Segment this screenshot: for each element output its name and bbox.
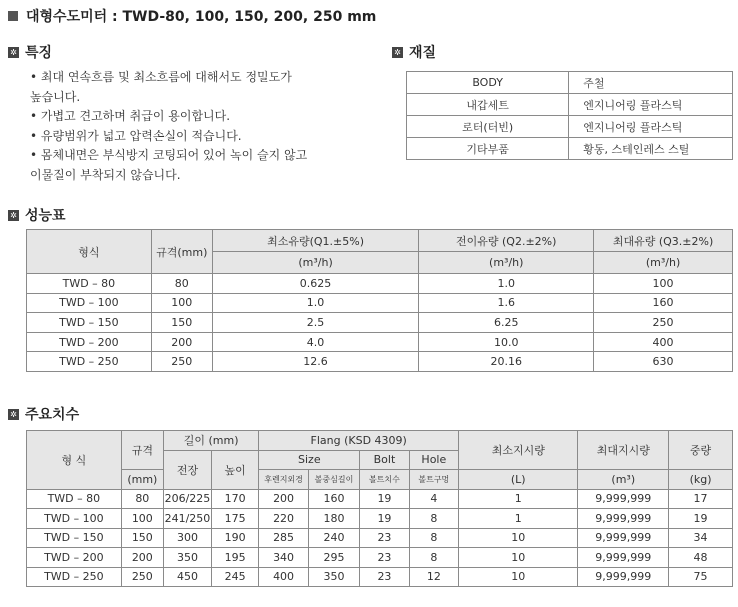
col-size-unit: (mm): [121, 470, 163, 490]
col-max-read: 최대지시량: [578, 431, 669, 470]
page-title: [8, 6, 376, 26]
cell: 350: [163, 548, 211, 568]
col-hole: Hole: [409, 450, 458, 470]
performance-table: [26, 229, 733, 372]
col-total-length: 전장: [163, 450, 211, 489]
col-hole-count: 볼트구멍: [409, 470, 458, 490]
col-bolt: Bolt: [360, 450, 409, 470]
cell: 10: [459, 548, 578, 568]
cell: TWD – 80: [27, 274, 152, 294]
col-size: 규격(mm): [151, 230, 212, 274]
cell: 9,999,999: [578, 567, 669, 587]
table-row: [27, 332, 733, 352]
cell: TWD – 250: [27, 352, 152, 372]
col-bolt-count: 볼트치수: [360, 470, 409, 490]
cell: 250: [594, 313, 733, 333]
col-unit: (m³/h): [212, 252, 419, 274]
col-min-flow: 최소유량(Q1.±5%): [212, 230, 419, 252]
cell: 160: [308, 489, 359, 509]
cell: 9,999,999: [578, 548, 669, 568]
cell: 1.0: [212, 293, 419, 313]
materials-heading: [392, 42, 436, 62]
table-row: [27, 313, 733, 333]
table-header-row: [27, 431, 733, 451]
square-bullet-icon: [8, 11, 18, 21]
table-row: [27, 528, 733, 548]
table-row: [27, 274, 733, 294]
cell: 100: [594, 274, 733, 294]
cell: 6.25: [419, 313, 594, 333]
cell: 100: [151, 293, 212, 313]
cell: 200: [259, 489, 308, 509]
cell: 400: [259, 567, 308, 587]
table-row: [407, 94, 733, 116]
gear-square-icon: ✲: [392, 47, 403, 58]
cell: 150: [121, 528, 163, 548]
material-value: 황동, 스테인레스 스틸: [569, 138, 733, 160]
cell: 20.16: [419, 352, 594, 372]
table-row: [27, 293, 733, 313]
col-bolt-pitch: 볼중심길이: [308, 470, 359, 490]
feature-item: • 가볍고 견고하며 취급이 용이합니다.: [30, 109, 231, 124]
cell: 10: [459, 528, 578, 548]
cell: 75: [669, 567, 733, 587]
cell: 100: [121, 509, 163, 529]
cell: 630: [594, 352, 733, 372]
cell: 10.0: [419, 332, 594, 352]
cell: 150: [151, 313, 212, 333]
table-row: [27, 567, 733, 587]
cell: 48: [669, 548, 733, 568]
cell: 12: [409, 567, 458, 587]
cell: TWD – 150: [27, 313, 152, 333]
cell: 23: [360, 528, 409, 548]
col-flang: Flang (KSD 4309): [259, 431, 459, 451]
cell: 180: [308, 509, 359, 529]
features-list: [30, 68, 307, 186]
cell: TWD – 100: [27, 293, 152, 313]
cell: 206/225: [163, 489, 211, 509]
col-unit: (m³/h): [419, 252, 594, 274]
cell: 8: [409, 528, 458, 548]
cell: 1.0: [419, 274, 594, 294]
cell: 9,999,999: [578, 528, 669, 548]
cell: 245: [212, 567, 259, 587]
table-row: [407, 138, 733, 160]
cell: 400: [594, 332, 733, 352]
col-weight: 중량: [669, 431, 733, 470]
col-max-unit: (m³): [578, 470, 669, 490]
material-part: 로터(터빈): [407, 116, 569, 138]
cell: 200: [151, 332, 212, 352]
cell: 340: [259, 548, 308, 568]
table-row: [27, 352, 733, 372]
cell: 450: [163, 567, 211, 587]
cell: 19: [669, 509, 733, 529]
col-min-read: 최소지시량: [459, 431, 578, 470]
cell: 23: [360, 567, 409, 587]
cell: 8: [409, 509, 458, 529]
table-row: [407, 116, 733, 138]
dimensions-heading: [8, 404, 79, 424]
cell: 250: [151, 352, 212, 372]
cell: 200: [121, 548, 163, 568]
col-height: 높이: [212, 450, 259, 489]
performance-heading: [8, 205, 66, 225]
materials-heading-text: 재질: [409, 45, 437, 61]
cell: TWD – 200: [27, 332, 152, 352]
col-size-group: Size: [259, 450, 360, 470]
cell: 1: [459, 489, 578, 509]
cell: 241/250: [163, 509, 211, 529]
gear-square-icon: ✲: [8, 47, 19, 58]
col-max-flow: 최대유량 (Q3.±2%): [594, 230, 733, 252]
cell: 300: [163, 528, 211, 548]
table-row: [27, 489, 733, 509]
cell: 10: [459, 567, 578, 587]
col-flange-outer: 후렌지외경: [259, 470, 308, 490]
table-header-row: [27, 230, 733, 252]
page-title-text: 대형수도미터 : TWD-80, 100, 150, 200, 250 mm: [26, 9, 377, 25]
feature-item: • 유량범위가 넓고 압력손실이 적습니다.: [30, 128, 242, 143]
dimensions-body: [27, 489, 733, 587]
cell: TWD – 250: [27, 567, 122, 587]
cell: 8: [409, 548, 458, 568]
cell: 19: [360, 489, 409, 509]
material-part: 내갑세트: [407, 94, 569, 116]
cell: 1.6: [419, 293, 594, 313]
cell: 195: [212, 548, 259, 568]
material-part: BODY: [407, 72, 569, 94]
material-value: 주철: [569, 72, 733, 94]
cell: 250: [121, 567, 163, 587]
dimensions-heading-text: 주요치수: [25, 407, 80, 423]
feature-item: 이물질이 부착되지 않습니다.: [30, 167, 181, 182]
cell: 23: [360, 548, 409, 568]
col-min-unit: (L): [459, 470, 578, 490]
gear-square-icon: ✲: [8, 409, 19, 420]
col-trans-flow: 전이유량 (Q2.±2%): [419, 230, 594, 252]
cell: 0.625: [212, 274, 419, 294]
col-length: 길이 (mm): [163, 431, 258, 451]
materials-table: [406, 71, 733, 160]
table-row: [27, 509, 733, 529]
cell: 350: [308, 567, 359, 587]
feature-item: • 최대 연속흐름 및 최소흐름에 대해서도 정밀도가: [30, 70, 292, 84]
cell: 9,999,999: [578, 509, 669, 529]
table-row: [407, 72, 733, 94]
material-value: 엔지니어링 플라스틱: [569, 94, 733, 116]
cell: 175: [212, 509, 259, 529]
features-heading-text: 특징: [25, 45, 53, 61]
cell: 9,999,999: [578, 489, 669, 509]
material-value: 엔지니어링 플라스틱: [569, 116, 733, 138]
cell: 17: [669, 489, 733, 509]
cell: 80: [151, 274, 212, 294]
cell: 19: [360, 509, 409, 529]
table-row: [27, 548, 733, 568]
cell: 160: [594, 293, 733, 313]
col-model: 형 식: [27, 431, 122, 490]
cell: 1: [459, 509, 578, 529]
cell: 220: [259, 509, 308, 529]
cell: 240: [308, 528, 359, 548]
cell: 12.6: [212, 352, 419, 372]
material-part: 기타부품: [407, 138, 569, 160]
feature-item: • 몸체내면은 부식방지 코팅되어 있어 녹이 슬지 않고: [30, 148, 308, 163]
table-header-row: [27, 470, 733, 490]
cell: TWD – 150: [27, 528, 122, 548]
cell: 285: [259, 528, 308, 548]
gear-square-icon: ✲: [8, 210, 19, 221]
cell: 34: [669, 528, 733, 548]
feature-item: 높습니다.: [30, 89, 81, 104]
cell: TWD – 80: [27, 489, 122, 509]
col-weight-unit: (kg): [669, 470, 733, 490]
cell: 4: [409, 489, 458, 509]
cell: TWD – 100: [27, 509, 122, 529]
cell: 295: [308, 548, 359, 568]
col-model: 형식: [27, 230, 152, 274]
col-size: 규격: [121, 431, 163, 470]
cell: 80: [121, 489, 163, 509]
dimensions-table: [26, 430, 733, 587]
cell: 190: [212, 528, 259, 548]
cell: 170: [212, 489, 259, 509]
features-heading: [8, 42, 52, 62]
cell: 2.5: [212, 313, 419, 333]
cell: TWD – 200: [27, 548, 122, 568]
cell: 4.0: [212, 332, 419, 352]
col-unit: (m³/h): [594, 252, 733, 274]
performance-heading-text: 성능표: [25, 208, 66, 224]
